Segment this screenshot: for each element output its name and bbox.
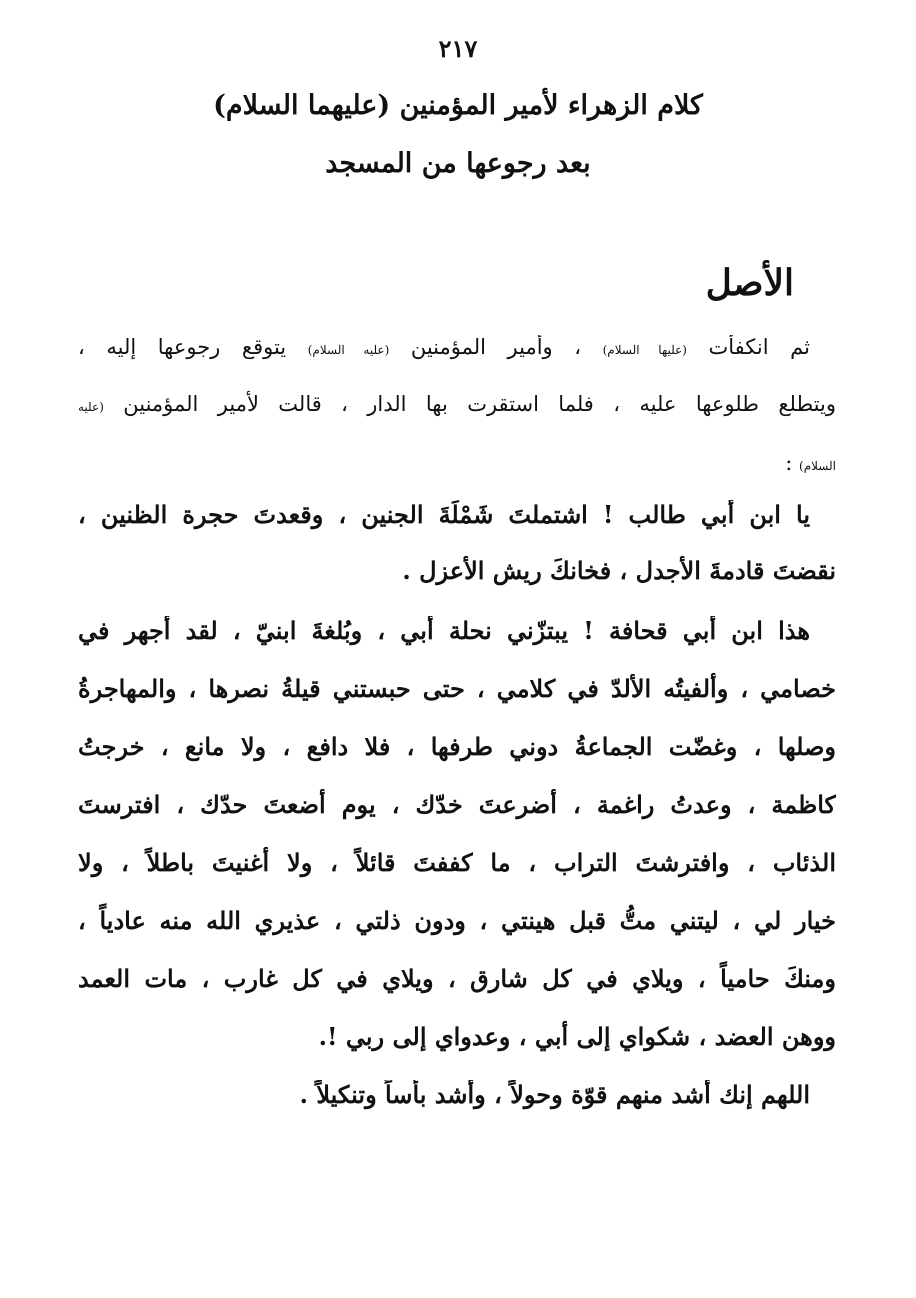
intro-text: ثم انكفأت — [708, 335, 810, 359]
intro-text: ، وأمير المؤمنين — [410, 335, 582, 359]
speech-line: وصلها ، وغضّت الجماعةُ دوني طرفها ، فلا دافع ، ولا مانع ، خرجتُ — [78, 732, 836, 761]
speech-line: ووهن العضد ، شكواي إلى أبي ، وعدواي إلى ربي !. — [318, 1022, 836, 1051]
intro-paragraph — [78, 335, 836, 485]
speech-line: خصامي ، وألفيتُه الألدّ في كلامي ، حتى حبستني قيلةُ نصرها ، والمهاجرةُ — [78, 674, 836, 703]
intro-text: يتوقع رجوعها إليه ، — [78, 335, 287, 359]
speech-paragraph-3 — [78, 1080, 836, 1130]
intro-text: : — [785, 451, 793, 475]
section-heading: الأصل — [705, 262, 794, 304]
intro-line — [78, 451, 836, 475]
honorific: السلام) — [799, 459, 836, 473]
page-number: ٢١٧ — [438, 34, 478, 63]
speech-line: كاظمة ، وعدتُ راغمة ، أضرعتَ خدّك ، يوم أضعتَ حدّك ، افترستَ — [78, 790, 836, 819]
speech-paragraph-2 — [78, 616, 836, 1086]
honorific: (عليه — [78, 400, 104, 414]
speech-line: هذا ابن أبي قحافة ! يبتزّني نحلة أبي ، وبُلغةَ ابنيّ ، لقد أجهر في — [78, 616, 810, 645]
honorific: (عليه السلام) — [307, 343, 390, 357]
speech-line: ومنكَ حامياً ، ويلاي في كل شارق ، ويلاي في كل غارب ، مات العمد — [78, 964, 836, 993]
intro-line — [78, 392, 836, 416]
chapter-title-line-1: كلام الزهراء لأمير المؤمنين (عليهما السلام) — [213, 90, 703, 121]
honorific: (عليها السلام) — [602, 343, 687, 357]
speech-line: نقضتَ قادمةَ الأجدل ، فخانكَ ريش الأعزل . — [402, 556, 836, 585]
speech-line: اللهم إنك أشد منهم قوّة وحولاً ، وأشد بأساً وتنكيلاً . — [299, 1080, 810, 1109]
speech-line: الذئاب ، وافترشتَ التراب ، ما كففتَ قائلاً ، ولا أغنيتَ باطلاً ، ولا — [78, 848, 836, 877]
speech-line: يا ابن أبي طالب ! اشتملتَ شَمْلَةَ الجنين ، وقعدتَ حجرة الظنين ، — [78, 500, 810, 529]
intro-line — [78, 335, 810, 359]
speech-line: خيار لي ، ليتني متُّ قبل هينتي ، ودون ذلتي ، عذيري الله منه عادياً ، — [78, 906, 836, 935]
speech-paragraph-1 — [78, 500, 836, 610]
intro-text: ويتطلع طلوعها عليه ، فلما استقرت بها الدار ، قالت لأمير المؤمنين — [123, 392, 836, 416]
chapter-title-line-2: بعد رجوعها من المسجد — [325, 148, 591, 179]
